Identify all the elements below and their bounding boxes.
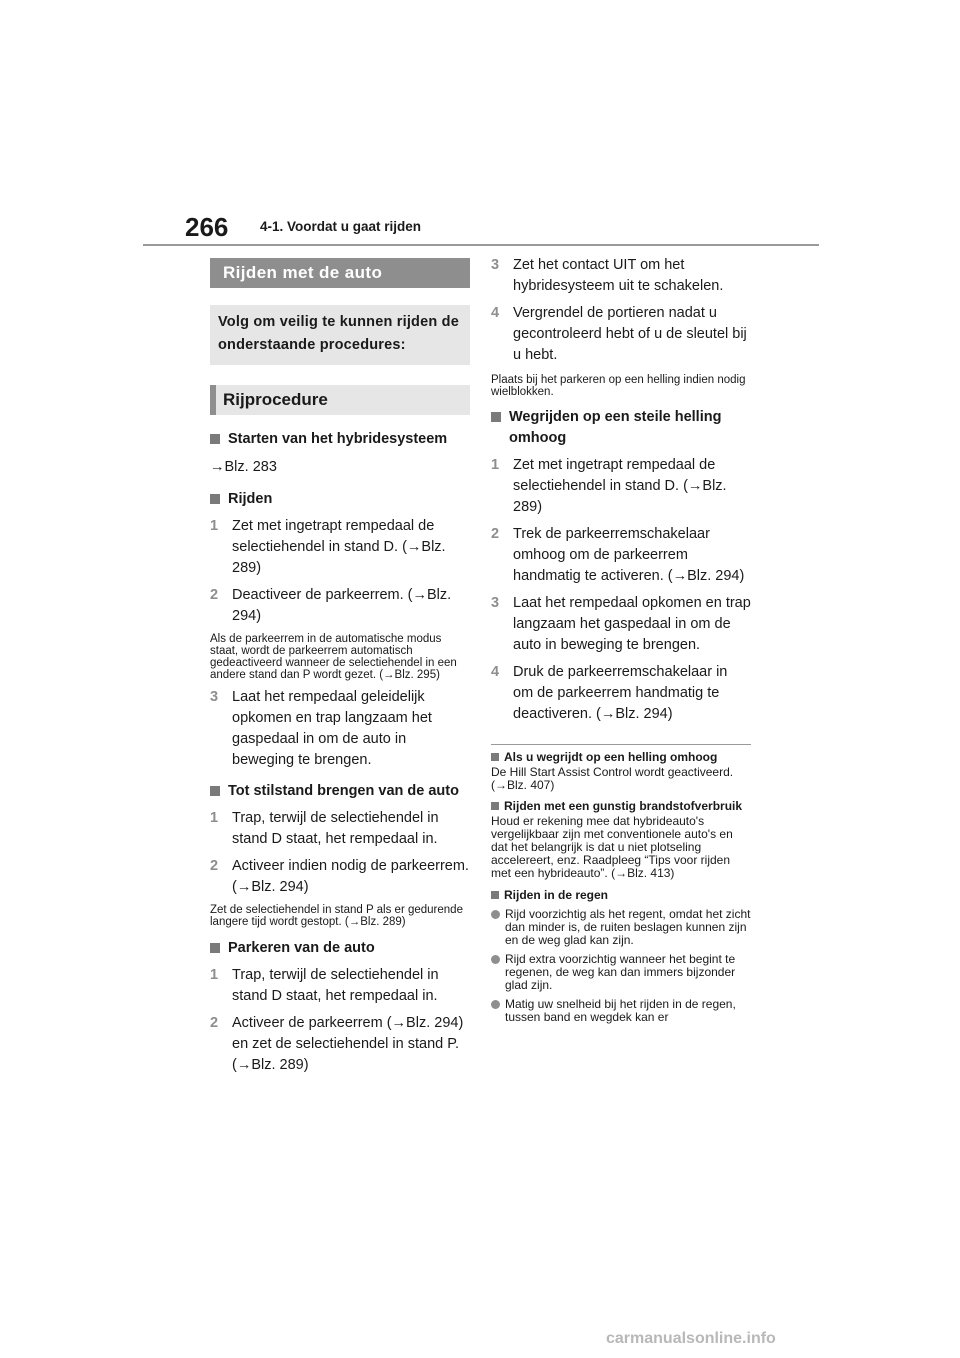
step-item: 2 Deactiveer de parkeerrem. (→Blz. 294): [210, 587, 452, 624]
page-number: 266: [185, 212, 229, 242]
note-text: Als de parkeerrem in de automatische modus staat, wordt de parkeerrem automatisch gedeactiveerd wanneer de selectiehendel in een andere stand dan P wordt gezet. (→Blz. 295): [210, 633, 457, 681]
subheading-driving: Rijden: [210, 489, 470, 510]
subheading-stopping: Tot stilstand brengen van de auto: [210, 781, 470, 802]
step-number: 3: [491, 257, 500, 273]
step-item: 3 Zet het contact UIT om het hybridesysteem uit te schakelen.: [491, 257, 724, 294]
info-heading-hill: Als u wegrijdt op een helling omhoog: [491, 751, 751, 764]
step-item: 2 Activeer de parkeerrem (→Blz. 294) en zet de selectiehendel in stand P. (→Blz. 289): [210, 1015, 464, 1073]
chapter-banner: Rijden met de auto: [210, 258, 470, 288]
bullet-item: Rijd voorzichtig als het regent, omdat het zicht dan minder is, de ruiten beslagen kunnen zijn en de weg glad kan zijn.: [491, 908, 751, 947]
step-number: 3: [491, 595, 500, 611]
step-number: 3: [210, 689, 219, 705]
step-number: 2: [210, 1015, 219, 1031]
step-number: 2: [210, 587, 219, 603]
step-item: 3 Laat het rempedaal geleidelijk opkomen en trap langzaam het gaspedaal in om de auto in beweging te brengen.: [210, 689, 432, 768]
step-item: 2 Trek de parkeerremschakelaar omhoog om de parkeerrem handmatig te activeren. (→Blz. 294): [491, 526, 745, 584]
step-item: 2 Activeer indien nodig de parkeerrem. (→Blz. 294): [210, 858, 469, 895]
bullet-item: Matig uw snelheid bij het rijden in de regen, tussen band en wegdek kan er: [491, 998, 751, 1024]
section-title: 4-1. Voordat u gaat rijden: [260, 219, 422, 234]
step-item: 3 Laat het rempedaal opkomen en trap langzaam het gaspedaal in om de auto in beweging te brengen.: [491, 595, 751, 653]
step-number: 2: [210, 858, 219, 874]
square-bullet-icon: [210, 943, 220, 953]
step-number: 1: [491, 457, 500, 473]
info-heading-rain: Rijden in de regen: [491, 889, 751, 902]
subheading-start: Starten van het hybridesysteem: [210, 429, 470, 450]
reference-link[interactable]: →Blz. 283: [210, 459, 277, 475]
intro-box: Volg om veilig te kunnen rijden de onderstaande procedures:: [210, 305, 470, 365]
step-item: 1 Zet met ingetrapt rempedaal de selectiehendel in stand D. (→Blz. 289): [491, 457, 727, 515]
circle-bullet-icon: [491, 1000, 500, 1009]
right-column: [491, 255, 751, 1024]
left-column: [210, 258, 470, 1076]
subheading-parking: Parkeren van de auto: [210, 938, 470, 959]
square-bullet-icon: [210, 494, 220, 504]
procedure-heading: Rijprocedure: [210, 385, 470, 415]
step-item: 4 Druk de parkeerremschakelaar in om de parkeerrem handmatig te deactiveren. (→Blz. 294): [491, 664, 728, 722]
watermark: carmanualsonline.info: [606, 1330, 776, 1347]
bullet-item: Rijd extra voorzichtig wanneer het begint te regenen, de weg kan dan immers bijzonder glad zijn.: [491, 953, 751, 992]
step-number: 4: [491, 664, 500, 680]
step-number: 1: [210, 518, 219, 534]
square-bullet-icon: [491, 753, 499, 761]
step-item: 1 Trap, terwijl de selectiehendel in stand D staat, het rempedaal in.: [210, 967, 439, 1004]
step-number: 1: [210, 967, 219, 983]
note-text: Plaats bij het parkeren op een helling indien nodig wielblokken.: [491, 374, 746, 398]
step-item: 1 Zet met ingetrapt rempedaal de selectiehendel in stand D. (→Blz. 289): [210, 518, 446, 576]
square-bullet-icon: [491, 412, 501, 422]
square-bullet-icon: [210, 434, 220, 444]
step-number: 2: [491, 526, 500, 542]
step-number: 4: [491, 305, 500, 321]
step-item: 1 Trap, terwijl de selectiehendel in stand D staat, het rempedaal in.: [210, 810, 439, 847]
square-bullet-icon: [210, 786, 220, 796]
square-bullet-icon: [491, 802, 499, 810]
note-text: Zet de selectiehendel in stand P als er gedurende langere tijd wordt gestopt. (→Blz. 289): [210, 904, 463, 928]
header-rule: [143, 244, 819, 246]
square-bullet-icon: [491, 891, 499, 899]
info-heading-fuel: Rijden met een gunstig brandstofverbruik: [491, 800, 751, 813]
subheading-hill: Wegrijden op een steile helling omhoog: [491, 407, 751, 449]
circle-bullet-icon: [491, 955, 500, 964]
info-divider: [491, 744, 751, 745]
info-text: De Hill Start Assist Control wordt geactiveerd. (→Blz. 407): [491, 765, 734, 792]
circle-bullet-icon: [491, 910, 500, 919]
step-number: 1: [210, 810, 219, 826]
step-item: 4 Vergrendel de portieren nadat u gecontroleerd hebt of u de sleutel bij u hebt.: [491, 305, 747, 363]
info-text: Houd er rekening mee dat hybrideauto's vergelijkbaar zijn met conventionele auto's en dat het belangrijk is dat u niet plotseling accelereert, enz. Raadpleeg “Tips voor rijden met een hybrideauto”. (→Blz. 413): [491, 814, 733, 880]
